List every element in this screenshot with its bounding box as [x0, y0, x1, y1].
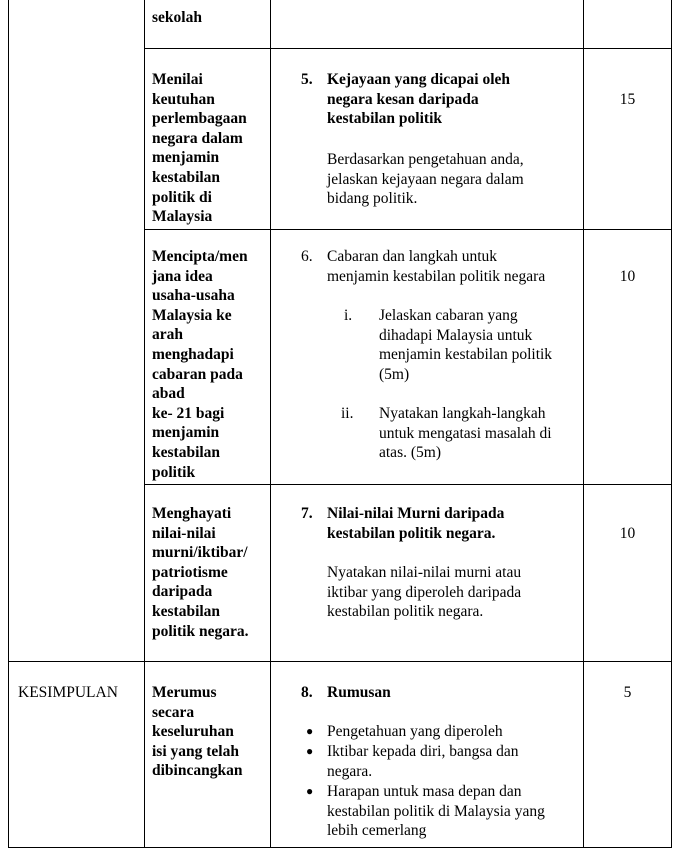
- row4-objective-line: Merumus: [152, 684, 217, 701]
- row4-objective-line: secara: [152, 703, 195, 721]
- question-6-sub-i-label: i.: [344, 307, 353, 324]
- question-7-number: 7.: [301, 505, 313, 522]
- row2-objective-line: politik: [152, 463, 196, 481]
- question-8-bullet-2: [327, 742, 519, 781]
- column-divider-1: [144, 0, 145, 848]
- column-divider-2: [270, 0, 271, 848]
- question-5-title-line: Kejayaan yang dicapai oleh: [327, 71, 511, 88]
- row2-objective-line: menjamin: [152, 424, 220, 442]
- assessment-table: [8, 0, 672, 848]
- question-6-title-line: menjamin kestabilan politik negara: [327, 267, 546, 285]
- row2-objective-line: menghadapi: [152, 345, 234, 363]
- row3-objective-line: patriotisme: [152, 563, 228, 581]
- row4-marks: 5: [623, 684, 632, 701]
- question-8-bullet-3-line: lebih cemerlang: [327, 822, 427, 840]
- row2-objective-line: arah: [152, 326, 183, 344]
- row2-objective-line: abad: [152, 385, 185, 403]
- bullet-icon: ●: [306, 724, 314, 738]
- row1-objective-line: menjamin: [152, 149, 220, 167]
- row3-objective-line: daripada: [152, 583, 213, 601]
- row1-objective-line: Menilai: [152, 71, 203, 88]
- row-divider-4: [8, 661, 672, 662]
- question-6-sub-ii-line: Nyatakan langkah-langkah: [379, 405, 546, 422]
- row-divider-1: [144, 48, 672, 49]
- row1-marks: 15: [619, 91, 636, 108]
- row3-objective-line: politik negara.: [152, 622, 249, 640]
- bullet-icon: ●: [306, 744, 314, 758]
- row2-objective-line: Malaysia ke: [152, 306, 232, 324]
- row1-objective-line: perlembagaan: [152, 110, 247, 128]
- row1-objective-line: Malaysia: [152, 208, 213, 226]
- row2-objective-line: ke- 21 bagi: [152, 404, 225, 422]
- question-5-title-line: negara kesan daripada: [327, 90, 479, 108]
- question-5-number: 5.: [301, 71, 313, 88]
- row2-objective-line: usaha-usaha: [152, 287, 235, 305]
- row-divider-3: [144, 484, 672, 485]
- question-7-title-line: Nilai-nilai Murni daripada: [327, 505, 505, 522]
- row3-objective-line: murni/iktibar/: [152, 544, 248, 562]
- row1-objective-line: keutuhan: [152, 90, 215, 108]
- question-7-title-line: kestabilan politik negara.: [327, 524, 496, 542]
- question-6-number: 6.: [301, 248, 313, 265]
- question-8-bullet-3-line: Harapan untuk masa depan dan: [327, 783, 522, 800]
- row2-marks: 10: [619, 268, 636, 285]
- row3-objective-line: nilai-nilai: [152, 524, 216, 542]
- table-border-left: [8, 0, 9, 848]
- row2-objective-line: Mencipta/men: [152, 248, 248, 265]
- question-8-number: 8.: [301, 684, 313, 701]
- question-5-title-line: kestabilan politik: [327, 110, 442, 128]
- question-7-body-line: iktibar yang diperoleh daripada: [327, 583, 522, 601]
- question-8-bullet-2-line: negara.: [327, 762, 373, 780]
- question-8-bullet-1: Pengetahuan yang diperoleh: [327, 723, 503, 740]
- row0-col2-text: sekolah: [152, 9, 202, 26]
- question-8-title: Rumusan: [327, 684, 391, 701]
- question-6-sub-ii-line: untuk mengatasi masalah di: [379, 424, 552, 442]
- row1-objective-line: kestabilan: [152, 168, 221, 186]
- table-border-bottom: [8, 847, 672, 848]
- question-6-sub-ii-text: [379, 404, 552, 463]
- question-7-body: [327, 563, 521, 622]
- row2-objective-line: cabaran pada: [152, 365, 243, 383]
- row3-objective-line: kestabilan: [152, 602, 221, 620]
- row3-objective-line: Menghayati: [152, 505, 232, 522]
- row1-objective: [152, 70, 267, 227]
- question-7-body-line: Nyatakan nilai-nilai murni atau: [327, 564, 522, 581]
- question-6-sub-i-line: menjamin kestabilan politik: [379, 346, 553, 364]
- question-6-title-line: Cabaran dan langkah untuk: [327, 248, 498, 265]
- row2-objective: [152, 247, 267, 482]
- question-6-sub-i-line: Jelaskan cabaran yang: [379, 307, 518, 324]
- question-6-sub-i-text: [379, 306, 552, 384]
- row2-objective-line: jana idea: [152, 267, 213, 285]
- question-6-sub-ii-line: atas. (5m): [379, 444, 441, 462]
- question-5-title: [327, 70, 510, 129]
- column-divider-3: [583, 0, 584, 848]
- row-divider-2: [144, 229, 672, 230]
- question-8-bullet-3-line: kestabilan politik di Malaysia yang: [327, 802, 545, 820]
- question-8-bullet-2-line: Iktibar kepada diri, bangsa dan: [327, 743, 519, 760]
- row3-objective: [152, 504, 267, 641]
- question-8-bullet-3: [327, 782, 545, 841]
- question-7-body-line: kestabilan politik negara.: [327, 603, 484, 621]
- row4-objective: [152, 683, 267, 781]
- row4-objective-line: keseluruhan: [152, 723, 234, 741]
- bullet-icon: ●: [306, 784, 314, 798]
- question-5-body-line: Berdasarkan pengetahuan anda,: [327, 151, 524, 168]
- row3-marks: 10: [619, 525, 636, 542]
- question-7-title: [327, 504, 504, 543]
- question-6-sub-ii-label: ii.: [341, 405, 354, 422]
- row2-objective-line: kestabilan: [152, 443, 221, 461]
- table-border-right: [671, 0, 672, 848]
- section-label-kesimpulan: KESIMPULAN: [18, 684, 118, 701]
- question-5-body-line: jelaskan kejayaan negara dalam: [327, 170, 524, 188]
- question-5-body-line: bidang politik.: [327, 190, 418, 208]
- question-6-sub-i-line: (5m): [379, 365, 410, 383]
- question-5-body: [327, 150, 524, 209]
- row4-objective-line: isi yang telah: [152, 742, 239, 760]
- row1-objective-line: politik di: [152, 188, 212, 206]
- row4-objective-line: dibincangkan: [152, 762, 243, 780]
- question-6-title: [327, 247, 545, 286]
- question-6-sub-i-line: dihadapi Malaysia untuk: [379, 326, 533, 344]
- row1-objective-line: negara dalam: [152, 129, 243, 147]
